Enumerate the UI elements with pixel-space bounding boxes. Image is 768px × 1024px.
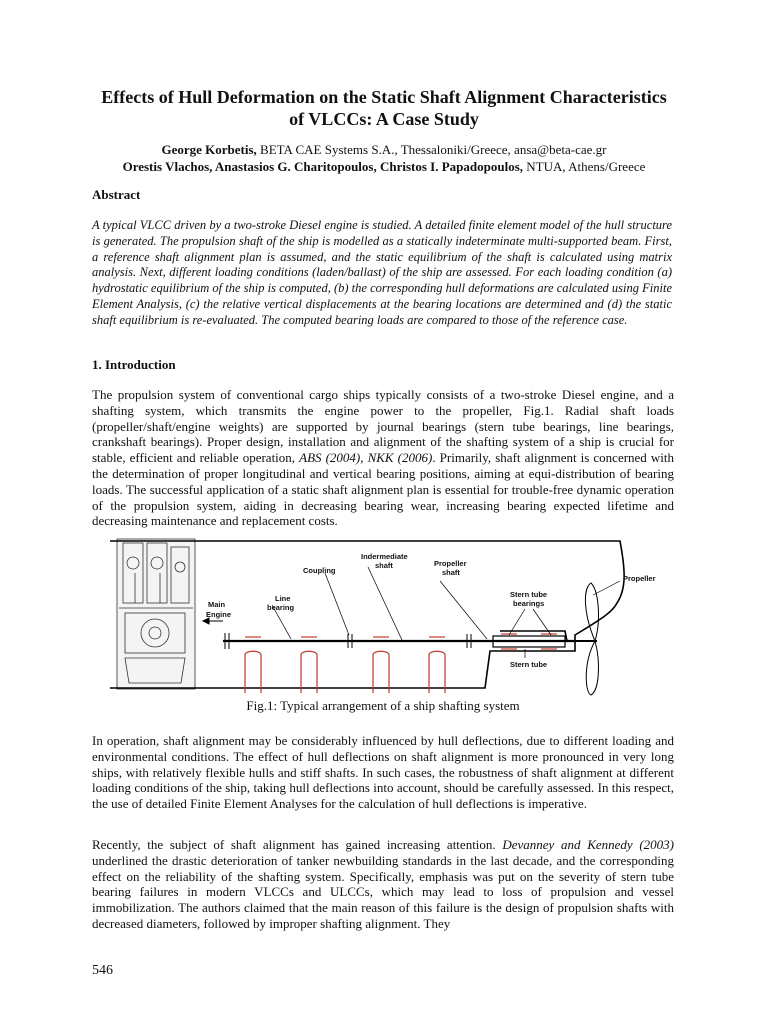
leader-lines	[272, 567, 620, 658]
label-propeller-shaft-2: shaft	[442, 568, 460, 577]
intro-paragraph-3	[92, 837, 674, 932]
label-stern-tube-bearings-2: bearings	[513, 599, 545, 608]
intro-p1-text-b: . Primarily, shaft alignment is concerned with the determination of proper longitudinal and vertical bearing positions, aiming at equi-distribution of bearing loads. The successful application of a static shaft alignment plan is essential for trouble-free dynamic operation of the propulsion system, aiding in decreasing bearing wear, increasing bearing expected lifetime and decreasing maintenance and replacement costs.	[92, 450, 675, 529]
label-propeller: Propeller	[623, 574, 656, 583]
figure-caption: Fig.1: Typical arrangement of a ship shafting system	[246, 698, 520, 713]
author-affiliation-2: NTUA, Athens/Greece	[523, 159, 646, 174]
label-line-bearing-2: bearing	[267, 603, 295, 612]
paper-title-line1: Effects of Hull Deformation on the Static Shaft Alignment Characteristics	[101, 87, 667, 107]
author-affiliation-1: BETA CAE Systems S.A., Thessaloniki/Greece, ansa@beta-cae.gr	[256, 142, 607, 157]
intro-p3-text-b: underlined the drastic deterioration of tanker newbuilding standards in the last decade, and the corresponding effect on the reliability of the shafting system. Specifically, emphasis was put on the severity of stern tube bearing failures in modern VLCCs and ULCCs, which may lead to loss of propulsion and vessel immobilization. The authors claimed that the main reason of this failure is the design of propulsion shafts with decreased diameters, followed by improper shafting alignment. They	[92, 852, 674, 931]
intro-p3-text-a: Recently, the subject of shaft alignment has gained increasing attention.	[92, 837, 503, 852]
main-engine-drawing	[117, 539, 195, 689]
label-main-engine-2: Engine	[206, 610, 232, 619]
shafting-diagram	[105, 533, 685, 697]
line-bearing-supports	[245, 651, 445, 693]
author-line-2	[60, 158, 708, 175]
intro-paragraph-2: In operation, shaft alignment may be considerably influenced by hull deflections, due to different loading and environmental conditions. The effect of hull deflections on shaft alignment is more pronounced in very long ships, with relatively flexible hulls and stiff shafts. In such cases, the robustness of shaft alignment at different loading conditions of the ship, taking hull deflections into account, should be carefully assessed. In this respect, the use of detailed Finite Element Analyses for the calculation of hull deflections is imperative.	[92, 733, 674, 812]
page-number: 546	[92, 963, 113, 978]
propeller-drawing	[575, 583, 598, 695]
label-propeller-shaft-1: Propeller	[434, 559, 467, 568]
section-heading-introduction: 1. Introduction	[92, 357, 176, 372]
author-block	[60, 141, 708, 175]
label-intermediate-shaft-2: shaft	[375, 561, 393, 570]
author-names-1: George Korbetis,	[161, 142, 257, 157]
paper-title	[60, 86, 708, 130]
abstract-text: A typical VLCC driven by a two-stroke Diesel engine is studied. A detailed finite element model of the hull structure is generated. The propulsion shaft of the ship is modelled as a statically indeterminate multi-supported beam. First, a reference shaft alignment plan is assumed, and the static equilibrium of the shaft is calculated using matrix analysis. Next, different loading conditions (laden/ballast) of the ship are assessed. For each loading condition (a) hydrostatic equilibrium of the ship is computed, (b) the corresponding hull deformations are calculated using Finite Element Analysis, (c) the relative vertical displacements at the bearing locations are determined and (d) the static shaft equilibrium is re-evaluated. The computed bearing loads are compared to those of the reference case.	[92, 218, 672, 327]
intro-p1-citation: ABS (2004), NKK (2006)	[299, 450, 433, 466]
paper-title-line2: of VLCCs: A Case Study	[289, 109, 479, 129]
author-line-1	[60, 141, 708, 158]
author-names-2: Orestis Vlachos, Anastasios G. Charitopoulos, Christos I. Papadopoulos,	[122, 159, 524, 174]
label-line-bearing-1: Line	[275, 594, 291, 603]
abstract-heading: Abstract	[92, 187, 141, 202]
label-stern-tube-bearings-1: Stern tube	[510, 590, 548, 599]
label-coupling: Coupling	[303, 566, 336, 575]
intro-p1-text-a: The propulsion system of conventional cargo ships typically consists of a two-stroke Diesel engine, and a shafting system, which transmits the engine power to the propeller, Fig.1. Radial shaft loads (propeller/shaft/engine weights) are supported by journal bearings (stern tube bearings, line bearings, crankshaft bearings). Proper design, installation and alignment of the shafting system of a ship is crucial for stable, efficient and reliable operation,	[92, 387, 674, 466]
intro-paragraph-1	[92, 387, 674, 529]
label-main-engine-1: Main	[208, 600, 226, 609]
intro-p3-citation: Devanney and Kennedy (2003)	[502, 837, 675, 852]
label-intermediate-shaft-1: Indermediate	[361, 552, 408, 561]
label-stern-tube: Stern tube	[510, 660, 548, 669]
figure-shafting-system	[105, 533, 685, 697]
